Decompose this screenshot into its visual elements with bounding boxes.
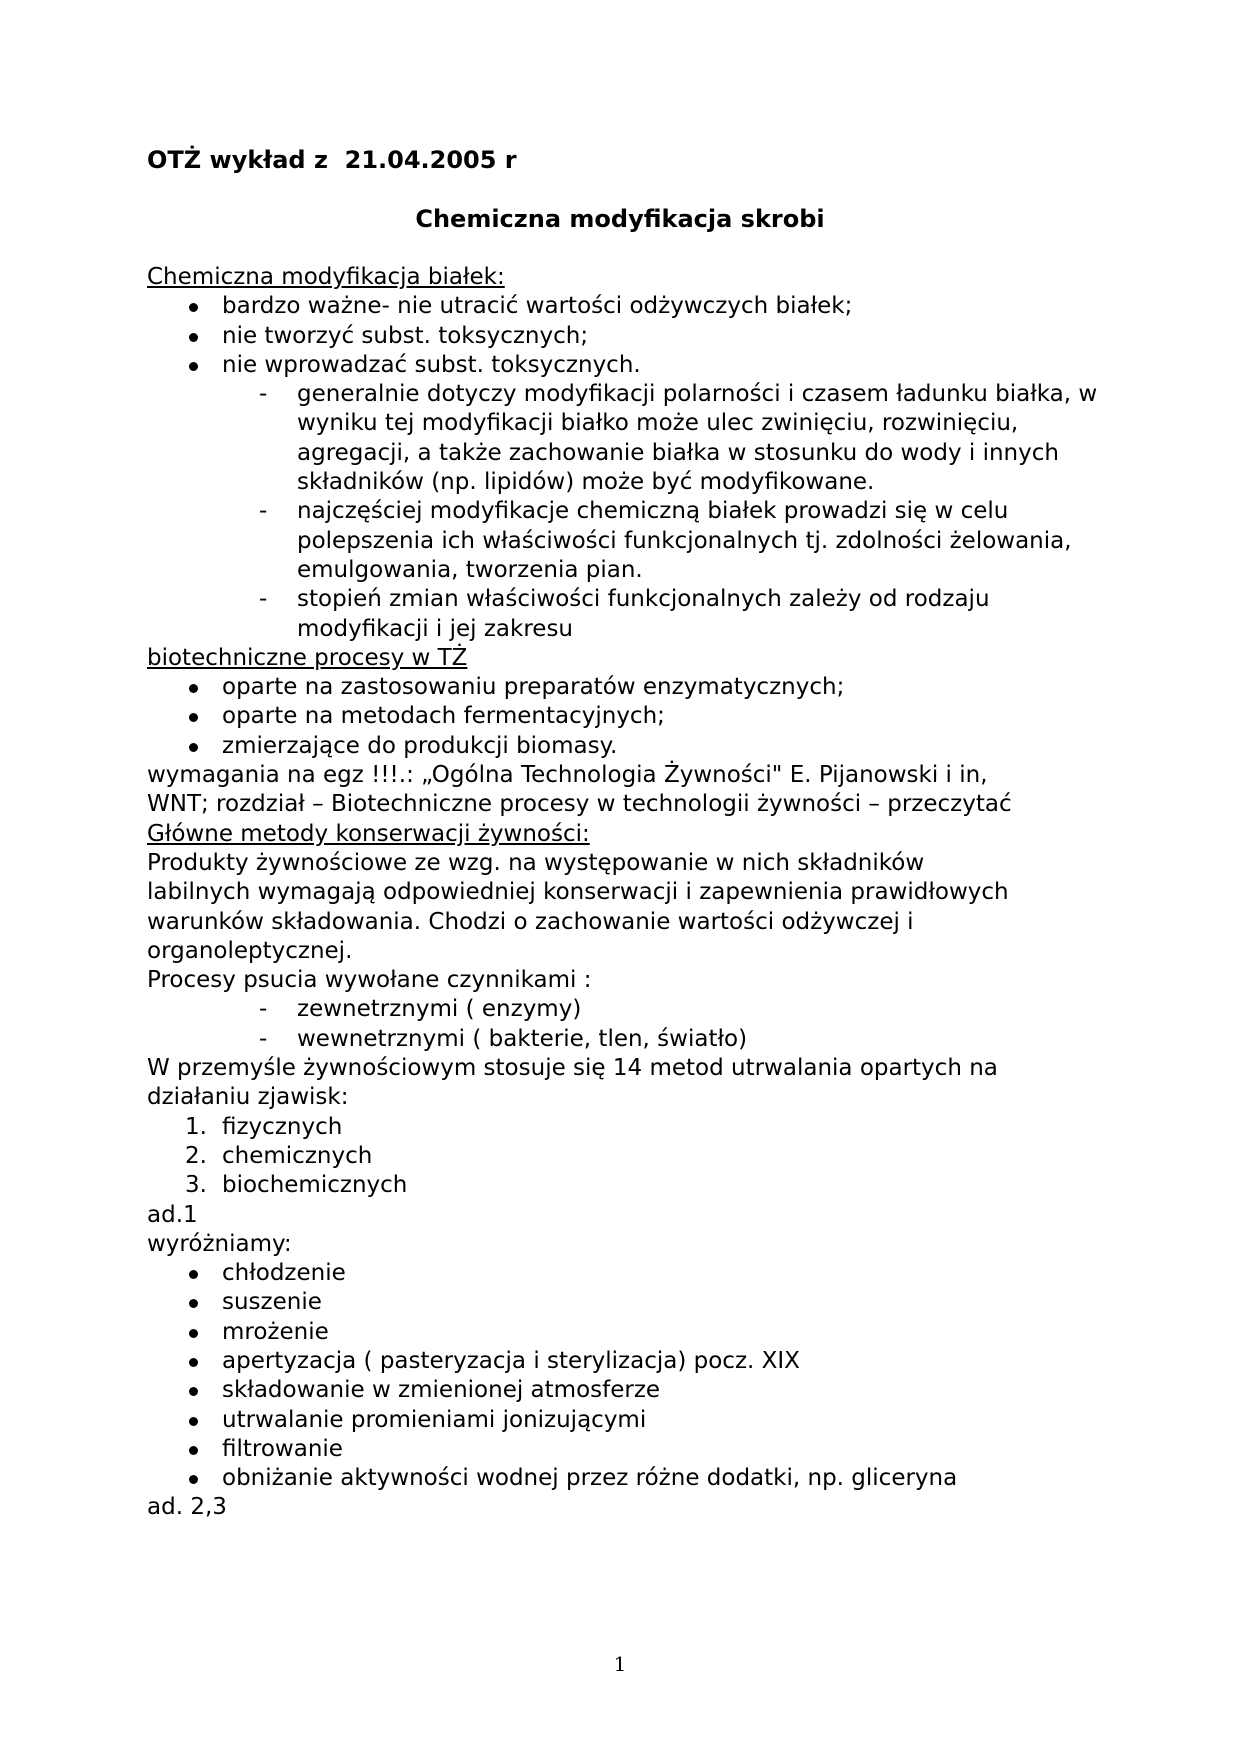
item-label: fizycznych	[222, 1113, 343, 1140]
paragraph-line: labilnych wymagają odpowiedniej konserwacji i zapewnienia prawidłowych	[147, 879, 1009, 906]
bullet-item: nie tworzyć subst. toksycznych;	[147, 322, 1107, 351]
spoilage-intro: Procesy psucia wywołane czynnikami :	[147, 967, 592, 994]
document-body	[147, 263, 1107, 1523]
requirements-line: WNT; rozdział – Biotechniczne procesy w technologii żywności – przeczytać	[147, 791, 1012, 818]
section-heading-proteins: Chemiczna modyfikacja białek:	[147, 264, 505, 290]
proteins-bullet-list	[147, 292, 1107, 380]
numbered-item	[147, 1171, 1107, 1200]
bullet-item: mrożenie	[147, 1318, 1107, 1347]
bullet-item: oparte na metodach fermentacyjnych;	[147, 702, 1107, 731]
ad23-label: ad. 2,3	[147, 1494, 227, 1521]
dash-item: - stopień zmian właściwości funkcjonalnych zależy od rodzaju modyfikacji i jej zakresu	[147, 585, 1107, 644]
phenomena-numbered-list	[147, 1113, 1107, 1201]
bullet-item: filtrowanie	[147, 1435, 1107, 1464]
methods-intro-line: W przemyśle żywnościowym stosuje się 14 metod utrwalania opartych na	[147, 1055, 998, 1082]
paragraph-line: warunków składowania. Chodzi o zachowanie wartości odżywczej i	[147, 908, 914, 935]
physical-methods-list	[147, 1259, 1107, 1493]
page-number: 1	[613, 1652, 627, 1676]
paragraph-line: Produkty żywnościowe ze wzg. na występowanie w nich składników	[147, 849, 925, 876]
bullet-item: nie wprowadzać subst. toksycznych.	[147, 351, 1107, 380]
methods-intro-line: działaniu zjawisk:	[147, 1084, 349, 1111]
item-label: chemicznych	[222, 1142, 373, 1169]
section-heading-biotech: biotechniczne procesy w TŻ	[147, 644, 468, 671]
spoilage-dash-list	[147, 995, 1107, 1054]
bullet-item: apertyzacja ( pasteryzacja i sterylizacja) pocz. XIX	[147, 1347, 1107, 1376]
requirements-line: wymagania na egz !!!.: „Ogólna Technologia Żywności" E. Pijanowski i in,	[147, 762, 988, 789]
bullet-item: suszenie	[147, 1288, 1107, 1317]
paragraph-line: organoleptycznej.	[147, 937, 353, 964]
dash-item: - zewnetrznymi ( enzymy)	[147, 995, 1107, 1024]
bullet-item: składowanie w zmienionej atmosferze	[147, 1376, 1107, 1405]
item-number: 1.	[185, 1113, 207, 1140]
numbered-item	[147, 1142, 1107, 1171]
bullet-item: oparte na zastosowaniu preparatów enzymatycznych;	[147, 673, 1107, 702]
dash-item: - najczęściej modyfikacje chemiczną białek prowadzi się w celu polepszenia ich właściwości funkcjonalnych tj. zdolności żelowania, emulgowania, tworzenia pian.	[147, 497, 1107, 585]
bullet-item: obniżanie aktywności wodnej przez różne dodatki, np. gliceryna	[147, 1464, 1107, 1493]
document-subtitle: Chemiczna modyfikacja skrobi	[415, 205, 825, 233]
bullet-item: bardzo ważne- nie utracić wartości odżywczych białek;	[147, 292, 1107, 321]
item-number: 2.	[185, 1142, 207, 1169]
bullet-item: zmierzające do produkcji biomasy.	[147, 732, 1107, 761]
document-title: OTŻ wykład z 21.04.2005 r	[147, 146, 517, 174]
biotech-bullet-list	[147, 673, 1107, 761]
section-heading-preservation: Główne metody konserwacji żywności:	[147, 820, 590, 847]
bullet-item: chłodzenie	[147, 1259, 1107, 1288]
item-label: biochemicznych	[222, 1172, 408, 1199]
proteins-dash-list	[147, 380, 1107, 644]
item-number: 3.	[185, 1172, 207, 1199]
dash-item: - wewnetrznymi ( bakterie, tlen, światło)	[147, 1025, 1107, 1054]
ad1-label: ad.1	[147, 1201, 198, 1228]
dash-item: - generalnie dotyczy modyfikacji polarności i czasem ładunku białka, w wyniku tej modyfikacji białko może ulec zwinięciu, rozwinięciu, agregacji, a także zachowanie białka w stosunku do wody i innych składników (np. lipidów) może być modyfikowane.	[147, 380, 1107, 497]
bullet-item: utrwalanie promieniami jonizującymi	[147, 1406, 1107, 1435]
numbered-item	[147, 1113, 1107, 1142]
distinguish-label: wyróżniamy:	[147, 1230, 292, 1257]
